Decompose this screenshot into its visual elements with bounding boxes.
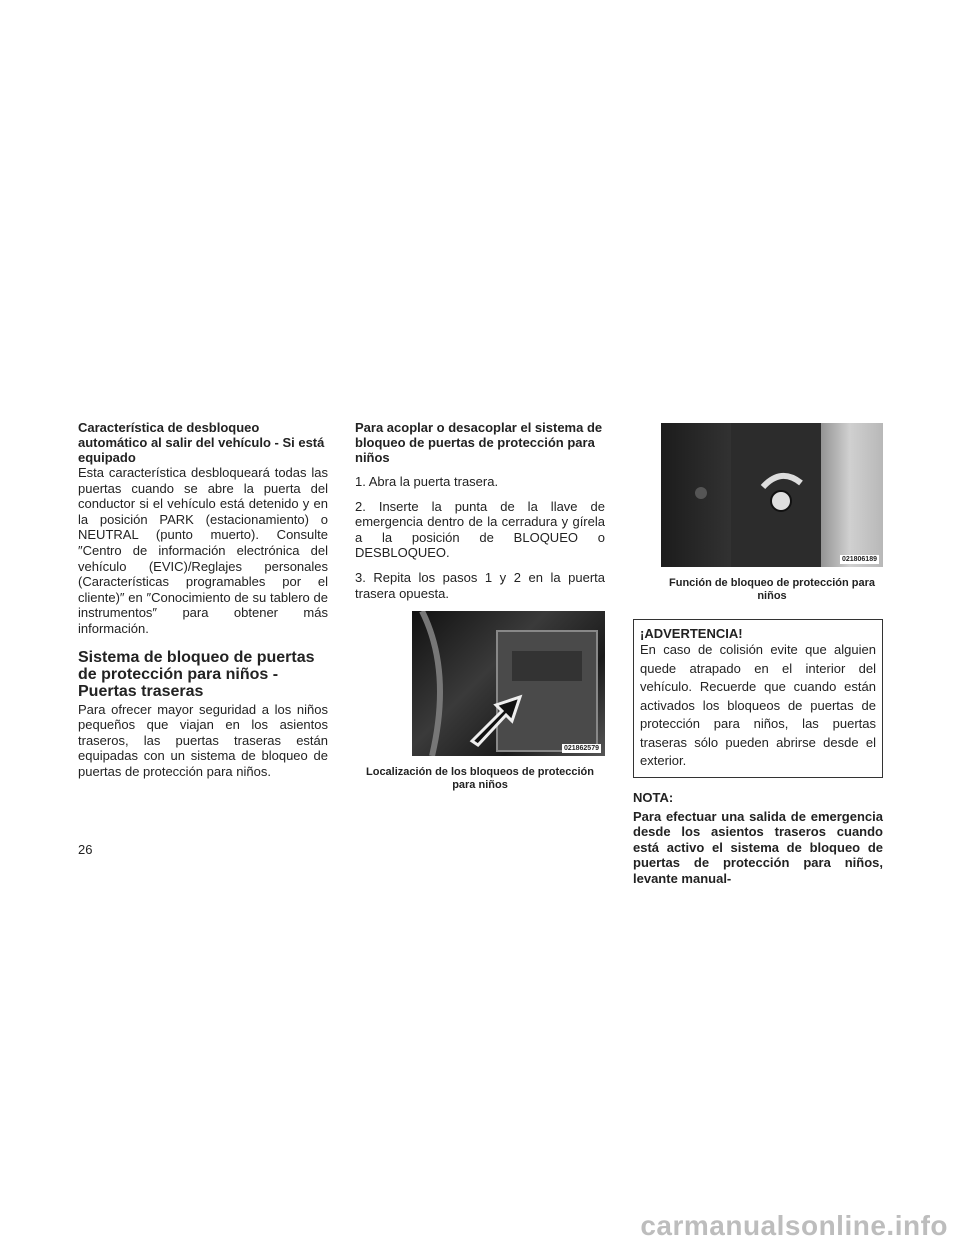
warning-title: ¡ADVERTENCIA! [640,626,743,641]
photo-code: 021806189 [841,556,877,563]
photo-caption-location: Localización de los bloqueos de protección para niños [366,766,594,792]
auto-unlock-heading: Característica de desbloqueo automático al salir del vehículo - Si está equipado [78,420,325,465]
footer [0,1206,960,1242]
child-lock-heading: Sistema de bloqueo de puertas de protección para niños - Puertas traseras [78,648,315,700]
photo-code: 021862579 [563,745,599,753]
warning-text: En caso de colisión evite que alguien quede atrapado en el interior del vehículo. Recuerde que cuando están activados los bloqueos de puertas de protección para niños, las puertas traseras sólo pueden abrirse desde el exterior. [640,642,876,768]
engage-heading: Para acoplar o desacoplar el sistema de bloqueo de puertas de protección para niños [355,420,603,465]
column-right [633,420,883,886]
child-lock-function-photo [661,423,883,567]
warning-box [633,619,883,778]
child-lock-intro: Para ofrecer mayor seguridad a los niños pequeños que viajan en los asientos traseros, las puertas traseras están equipadas con un sistema de bloqueo de puertas de protección para niños. [78,701,328,779]
column-middle [355,420,605,792]
child-lock-location-photo [412,611,605,756]
photo-caption-function: Función de bloqueo de protección para niños [669,577,875,602]
column-left [78,420,328,780]
step-1: 1. Abra la puerta trasera. [355,474,499,489]
note-text: Para efectuar una salida de emergencia desde los asientos traseros cuando está activo el sistema de bloqueo de puertas de protección para niños, levante manual- [633,808,883,886]
note-title: NOTA: [633,789,674,805]
lock-rotation-illustration [661,423,883,567]
step-2: 2. Inserte la punta de la llave de emergencia dentro de la cerradura y gírela a la posición de BLOQUEO o DESBLOQUEO. [355,498,605,561]
door-arrow-illustration [412,611,605,756]
watermark-text: carmanualsonline.info [640,1210,948,1241]
step-3: 3. Repita los pasos 1 y 2 en la puerta trasera opuesta. [355,569,605,601]
page-number: 26 [78,842,93,857]
auto-unlock-text: Esta característica desbloqueará todas las puertas cuando se abre la puerta del conductor si el vehículo está detenido y en la posición PARK (estacionamiento) o NEUTRAL (punto muerto). Consulte ″Centro de información electrónica del vehículo (EVIC)/Reglajes personales (Características programables por el cliente)″ en ″Conocimiento de su tablero de instrumentos″ para obtener más información. [78,465,328,636]
